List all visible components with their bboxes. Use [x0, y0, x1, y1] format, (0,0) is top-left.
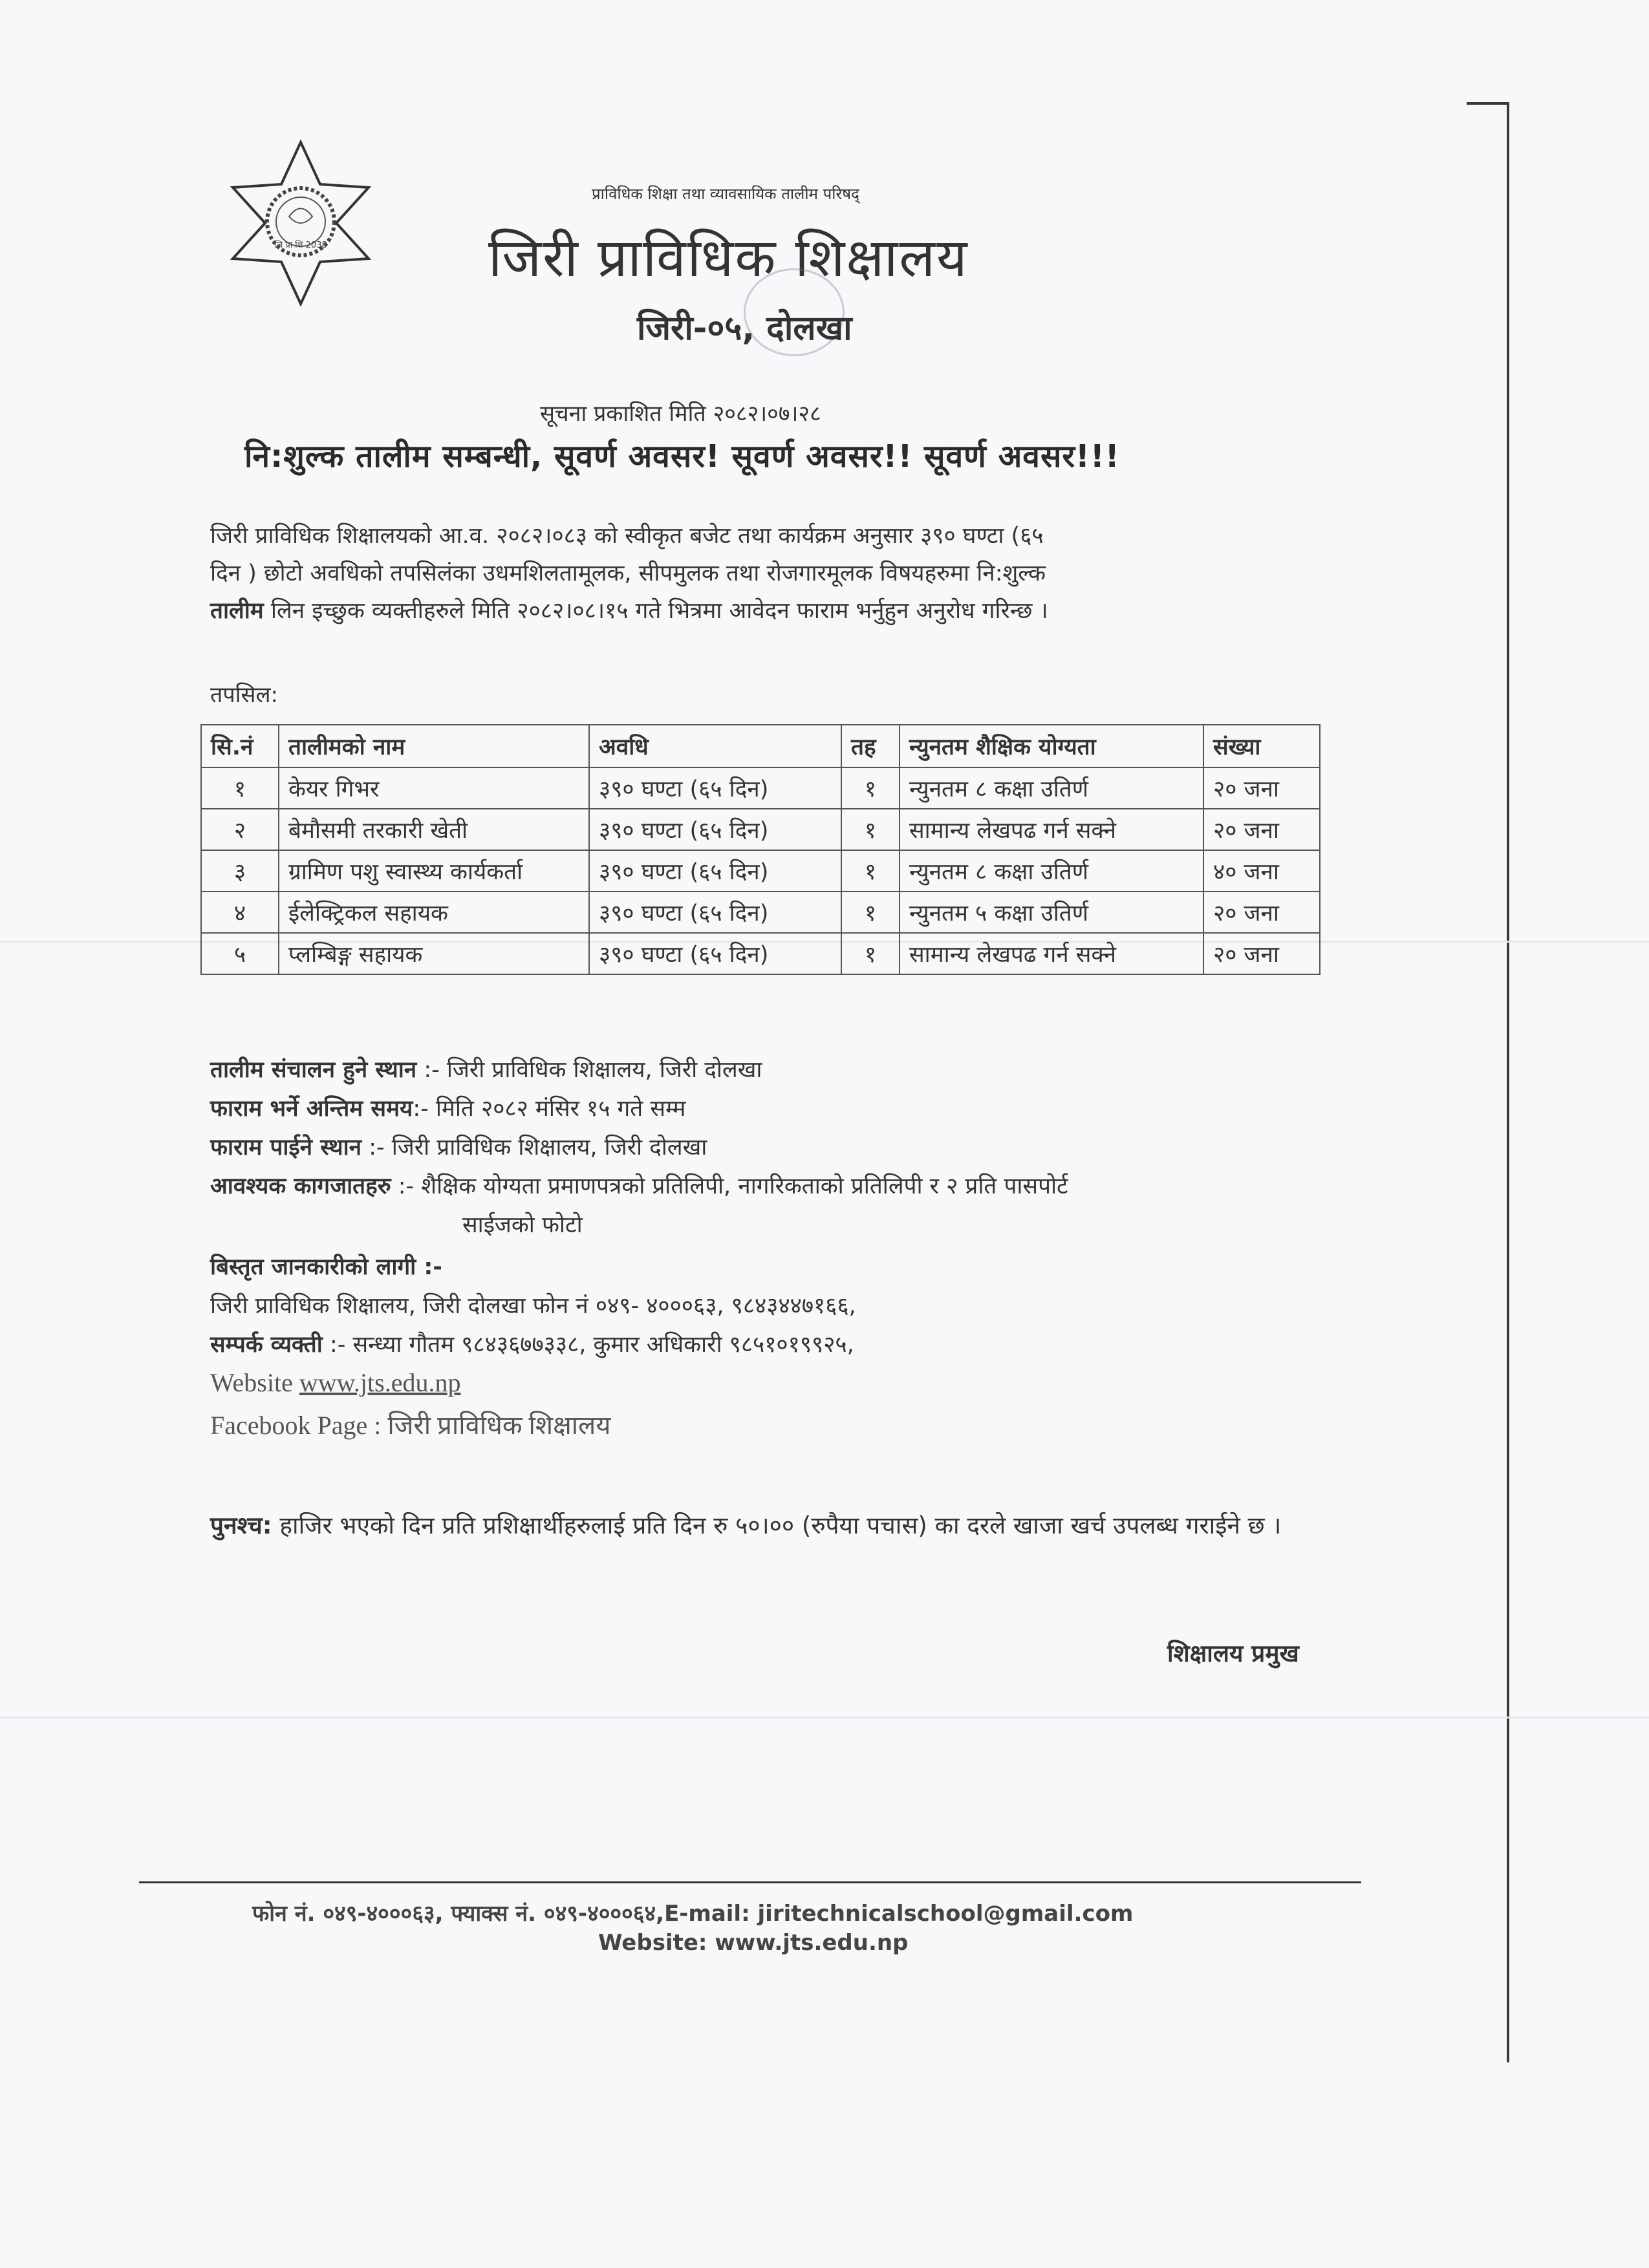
- page-edge-top: [1467, 102, 1509, 105]
- table-cell: न्युनतम ८ कक्षा उतिर्ण: [900, 850, 1203, 892]
- intro-bold-word: तालीम: [210, 598, 264, 624]
- documents-line-2: साईजको फोटो: [462, 1212, 583, 1238]
- postscript: [210, 1506, 1374, 1545]
- table-row: [201, 850, 1320, 892]
- table-caption: तपसिल:: [210, 682, 278, 708]
- website-link[interactable]: www.jts.edu.np: [299, 1368, 461, 1397]
- intro-line: [210, 592, 1361, 630]
- table-cell: ईलेक्ट्रिकल सहायक: [279, 892, 589, 933]
- documents-value: :- शैक्षिक योग्यता प्रमाणपत्रको प्रतिलिपी, नागरिकताको प्रतिलिपी र २ प्रति पासपोर्ट: [391, 1173, 1068, 1199]
- table-cell: न्युनतम ८ कक्षा उतिर्ण: [900, 767, 1203, 809]
- table-cell: ३: [201, 850, 279, 892]
- venue-line: [210, 1054, 762, 1084]
- column-header: तह: [841, 725, 900, 767]
- nepal-emblem-logo: [217, 139, 385, 307]
- column-header: सि.नं: [201, 725, 279, 767]
- column-header: न्युनतम शैक्षिक योग्यता: [900, 725, 1203, 767]
- table-cell: १: [841, 767, 900, 809]
- intro-line-text: लिन इच्छुक व्यक्तीहरुले मिति २०८२।०८।१५ गते भित्रमा आवेदन फाराम भर्नुहुन अनुरोध गरिन्छ ।: [263, 598, 1048, 624]
- facebook-line: Facebook Page : जिरी प्राविधिक शिक्षालय: [210, 1411, 611, 1440]
- deadline-line: [210, 1093, 685, 1123]
- table-cell: केयर गिभर: [279, 767, 589, 809]
- phone-line: जिरी प्राविधिक शिक्षालय, जिरी दोलखा फोन नं ०४९- ४०००६३, ९८४३४४७१६६,: [210, 1293, 856, 1319]
- paper-fold: [0, 1717, 1649, 1718]
- footer-contacts: फोन नं. ०४९-४०००६३, फ्याक्स नं. ०४९-४०००६४,E-mail: jiritechnicalschool@gmail.com: [252, 1901, 1134, 1927]
- table-cell: बेमौसमी तरकारी खेती: [279, 809, 589, 850]
- column-header: तालीमको नाम: [279, 725, 589, 767]
- website-line: [210, 1367, 460, 1398]
- intro-line: दिन ) छोटो अवधिको तपसिलंका उधमशिलतामूलक, सीपमुलक तथा रोजगारमूलक विषयहरुमा नि:शुल्क: [210, 561, 1046, 586]
- website-label: Website: [210, 1368, 299, 1397]
- table-cell: सामान्य लेखपढ गर्न सक्ने: [900, 809, 1203, 850]
- footer-website: Website: www.jts.edu.np: [598, 1930, 909, 1956]
- table-cell: ३९० घण्टा (६५ दिन): [589, 809, 841, 850]
- table-header-row: [201, 725, 1320, 767]
- signature-title: शिक्षालय प्रमुख: [1167, 1640, 1299, 1667]
- contact-value: :- सन्ध्या गौतम ९८४३६७७३३८, कुमार अधिकारी ९८५१०१९९२५,: [322, 1332, 854, 1358]
- table-cell: १: [841, 809, 900, 850]
- table-cell: २० जना: [1203, 892, 1320, 933]
- table-cell: ३९० घण्टा (६५ दिन): [589, 850, 841, 892]
- form-place-value: :- जिरी प्राविधिक शिक्षालय, जिरी दोलखा: [361, 1135, 707, 1161]
- contact-label: सम्पर्क व्यक्ती: [210, 1332, 323, 1358]
- table-cell: प्लम्बिङ्ग सहायक: [279, 933, 589, 974]
- deadline-label: फाराम भर्ने अन्तिम समय: [210, 1096, 413, 1122]
- school-address: जिरी-०५, दोलखा: [637, 309, 852, 348]
- table-cell: ३९० घण्टा (६५ दिन): [589, 767, 841, 809]
- table-cell: १: [841, 892, 900, 933]
- table-cell: ४: [201, 892, 279, 933]
- form-place-label: फाराम पाईने स्थान: [210, 1135, 362, 1161]
- table-row: [201, 933, 1320, 974]
- courses-table: [200, 724, 1320, 975]
- svg-text:जि प्रा शि 2038: जि प्रा शि 2038: [274, 241, 327, 250]
- table-row: [201, 809, 1320, 850]
- table-cell: ३९० घण्टा (६५ दिन): [589, 892, 841, 933]
- postscript-label: पुनश्च:: [210, 1512, 272, 1539]
- contact-line: [210, 1329, 854, 1359]
- council-name: प्राविधिक शिक्षा तथा व्यावसायिक तालीम परिषद्: [592, 185, 859, 203]
- column-header: अवधि: [589, 725, 841, 767]
- table-cell: ४० जना: [1203, 850, 1320, 892]
- table-cell: न्युनतम ५ कक्षा उतिर्ण: [900, 892, 1203, 933]
- more-info-label: [210, 1251, 442, 1281]
- more-info-label-text: बिस्तृत जानकारीको लागी :-: [210, 1254, 442, 1280]
- notice-published-date: सूचना प्रकाशित मिति २०८२।०७।२८: [540, 401, 821, 427]
- table-cell: २० जना: [1203, 809, 1320, 850]
- venue-value: :- जिरी प्राविधिक शिक्षालय, जिरी दोलखा: [416, 1057, 762, 1083]
- deadline-value: :- मिति २०८२ मंसिर १५ गते सम्म: [413, 1096, 686, 1122]
- table-row: [201, 767, 1320, 809]
- documents-line: [210, 1170, 1068, 1201]
- page-edge-right: [1507, 103, 1509, 2062]
- intro-paragraph: [210, 517, 1361, 630]
- postscript-text: हाजिर भएको दिन प्रति प्रशिक्षार्थीहरुलाई प्रति दिन रु ५०।०० (रुपैया पचास) का दरले खाजा खर्च उपलब्ध गराईने छ ।: [272, 1512, 1282, 1539]
- table-cell: २० जना: [1203, 767, 1320, 809]
- table-cell: २० जना: [1203, 933, 1320, 974]
- table-cell: ग्रामिण पशु स्वास्थ्य कार्यकर्ता: [279, 850, 589, 892]
- intro-line: जिरी प्राविधिक शिक्षालयको आ.व. २०८२।०८३ को स्वीकृत बजेट तथा कार्यक्रम अनुसार ३९० घण्टा (६५: [210, 523, 1044, 549]
- venue-label: तालीम संचालन हुने स्थान: [210, 1057, 417, 1083]
- column-header: संख्या: [1203, 725, 1320, 767]
- documents-label: आवश्यक कागजातहरु: [210, 1173, 391, 1199]
- school-name: जिरी प्राविधिक शिक्षालय: [488, 228, 969, 289]
- table-row: [201, 892, 1320, 933]
- table-cell: ३९० घण्टा (६५ दिन): [589, 933, 841, 974]
- footer-divider: [139, 1881, 1361, 1883]
- form-place-line: [210, 1131, 707, 1162]
- table-cell: ५: [201, 933, 279, 974]
- table-cell: १: [201, 767, 279, 809]
- table-cell: सामान्य लेखपढ गर्न सक्ने: [900, 933, 1203, 974]
- table-cell: २: [201, 809, 279, 850]
- notice-headline: नि:शुल्क तालीम सम्बन्धी, सूवर्ण अवसर! सूवर्ण अवसर!! सूवर्ण अवसर!!!: [244, 438, 1120, 475]
- table-cell: १: [841, 933, 900, 974]
- table-cell: १: [841, 850, 900, 892]
